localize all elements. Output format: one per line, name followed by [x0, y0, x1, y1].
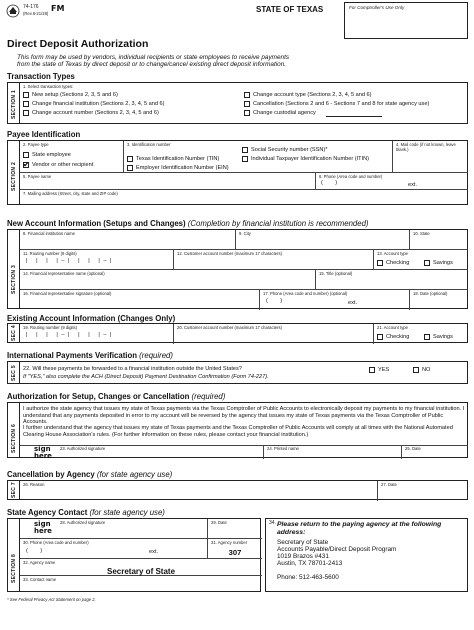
section-3-box: [7, 229, 468, 309]
mailing-address-label: 7. Mailing address (Street, city, state and ZIP code): [23, 191, 118, 196]
payee-name-label: 5. Payee name: [23, 174, 52, 179]
international-yes-checkbox[interactable]: [369, 367, 375, 373]
savings-label: Savings: [433, 260, 453, 266]
international-note-label: (required): [139, 351, 173, 360]
cancellation-note: (for state agency use): [96, 470, 173, 479]
cancel-date-label: 27. Date: [381, 482, 397, 487]
existing-savings-checkbox[interactable]: [424, 334, 430, 340]
customer-acct-field[interactable]: [177, 258, 371, 268]
change-fin-checkbox[interactable]: [23, 101, 29, 107]
rep-sig-field[interactable]: [23, 298, 257, 308]
change-acct-num-checkbox[interactable]: [23, 110, 29, 116]
privacy-footnote: * See Federal Privacy Act Statement on page 2.: [7, 597, 96, 602]
existing-checking-checkbox[interactable]: [377, 334, 383, 340]
auth-sig-label: 23. Authorized signature: [60, 446, 106, 451]
change-acct-type-checkbox[interactable]: [244, 92, 250, 98]
agency-contact-note: (for state agency use): [89, 508, 165, 517]
state-employee-label: State employee: [32, 152, 71, 158]
ein-label: Employer Identification Number (EIN): [136, 165, 229, 171]
cancellation-heading: [7, 470, 172, 479]
state-label: 10. State: [413, 231, 430, 236]
routing-label: 11. Routing number (9 digits): [23, 251, 77, 256]
new-account-heading: [7, 219, 369, 228]
customer-acct-label: 12. Customer account number (maximum 17 characters): [177, 251, 282, 256]
sign-here-6: sign here: [34, 445, 52, 460]
international-title: International Payments Verification: [7, 351, 137, 360]
agency-name-value[interactable]: Secretary of State: [106, 567, 176, 576]
printed-name-field[interactable]: [267, 451, 399, 458]
payee-type-label: 2. Payee type: [23, 142, 49, 147]
rep-name-label: 14. Financial representative name (optional): [23, 271, 105, 276]
cancellation-checkbox[interactable]: [244, 101, 250, 107]
agency-date-field[interactable]: [211, 526, 259, 537]
return-addr-3: 1019 Brazos #431: [277, 553, 329, 560]
international-heading: [7, 351, 173, 360]
state-of-texas: STATE OF TEXAS: [256, 5, 324, 14]
cancellation-label: Cancellation (Sections 2 and 6 - Sections 7 and 8 for state agency use): [253, 101, 430, 107]
section-7-label: SEC 7: [11, 482, 17, 498]
authorization-p1: I authorize the state agency that issues my state of Texas payments via the Texas Comptroller of Public Accounts to electronically deposit my payments to my financial institution. I understand that any payments deposited in error to my account will be reversed by the agency that issues my state of Texas payments via the Texas Comptroller of Public Accounts.: [23, 406, 465, 426]
return-addr-1: Secretary of State: [277, 539, 329, 546]
cancel-date-field[interactable]: [381, 489, 465, 499]
intro-line-1: This form may be used by vendors, individual recipients or state employees to receive payments: [17, 54, 290, 61]
agency-ext-label: ext.: [149, 549, 159, 555]
authorization-heading: [7, 392, 225, 401]
agency-number-label: 31. Agency number: [211, 540, 248, 545]
rep-ext-label: ext.: [348, 300, 358, 306]
checking-checkbox[interactable]: [377, 260, 383, 266]
sign-here-8: sign here: [34, 520, 52, 535]
change-fin-label: Change financial institution (Sections 2, 3, 4, 5 and 6): [32, 101, 165, 107]
mail-code-field[interactable]: [396, 155, 464, 169]
vendor-checkbox[interactable]: [23, 162, 29, 168]
section-1-label: SECTION 1: [11, 89, 17, 119]
section-4-label: SEC 4: [11, 325, 17, 341]
printed-name-label: 24. Printed name: [267, 446, 299, 451]
state-field[interactable]: [413, 238, 465, 248]
section-6-box: [7, 402, 468, 458]
itin-label: Individual Taxpayer Identification Number (ITIN): [251, 156, 370, 162]
mailing-address-field[interactable]: [23, 197, 463, 205]
change-acct-num-label: Change account number (Sections 2, 3, 4, 5 and 6): [32, 110, 159, 116]
return-addr-2: Accounts Payable/Direct Deposit Program: [277, 546, 397, 553]
tin-label: Texas Identification Number (TIN): [136, 156, 220, 162]
section-2-label: SECTION 2: [11, 161, 17, 191]
new-account-note: (Completion by financial institution is recommended): [187, 219, 369, 228]
return-phone: Phone: 512-463-5600: [277, 574, 339, 581]
agency-contact-heading: [7, 508, 165, 517]
international-yes-label: YES: [378, 367, 390, 373]
return-address-box: [265, 518, 468, 592]
state-employee-checkbox[interactable]: [23, 152, 29, 158]
section-4-box: [7, 323, 468, 343]
tin-checkbox[interactable]: [127, 156, 133, 162]
existing-checking-label: Checking: [386, 334, 410, 340]
agency-number-value[interactable]: 307: [228, 548, 242, 557]
city-label: 9. City: [239, 231, 251, 236]
agency-date-label: 29. Date: [211, 520, 227, 525]
comptroller-use-label: For Comptroller's Use Only: [349, 5, 405, 10]
agency-contact-title: State Agency Contact: [7, 508, 88, 517]
auth-date-field[interactable]: [405, 451, 465, 458]
international-no-label: NO: [422, 367, 431, 373]
rep-date-field[interactable]: [413, 298, 465, 308]
agency-name-label: 32. Agency name: [23, 560, 56, 565]
international-note: If "YES," also complete the ACH (Direct Deposit) Payment Destination Confirmation (Form 74-227).: [23, 374, 269, 380]
rep-title-label: 15. Title (optional): [319, 271, 353, 276]
intro-line-2: from the state of Texas by direct deposit or to change/cancel existing direct deposit information.: [17, 61, 287, 68]
change-custodial-label: Change custodial agency: [253, 110, 316, 116]
new-account-title: New Account Information (Setups and Changes): [7, 219, 186, 228]
auth-sig-field[interactable]: [60, 451, 260, 458]
section-7-box: [7, 480, 468, 500]
form-revision: (Rev.6-21/28): [23, 11, 49, 16]
existing-heading: Existing Account Information (Changes Only): [7, 314, 176, 323]
custodial-agency-field[interactable]: [326, 116, 382, 117]
payee-phone-field[interactable]: ( ): [321, 180, 338, 186]
contact-name-field[interactable]: [23, 583, 259, 591]
section-8-label: SECTION 8: [11, 553, 17, 583]
agency-phone-label: 30. Phone (Area code and number): [23, 540, 89, 545]
existing-routing-label: 19. Routing number (9 digits): [23, 325, 77, 330]
section-6-label: SECTION 6: [11, 423, 17, 453]
agency-phone-field[interactable]: ( ): [26, 548, 43, 554]
return-addr-4: Austin, TX 78701-2413: [277, 560, 343, 567]
reason-label: 26. Reason: [23, 482, 45, 487]
return-title: Please return to the paying agency at the following address:: [277, 521, 442, 536]
vendor-label: Vendor or other recipient: [32, 162, 94, 168]
existing-acct-field[interactable]: [177, 332, 371, 342]
rep-title-field[interactable]: [319, 278, 465, 288]
section-2-box: [7, 140, 468, 205]
form-number: 74-176: [23, 4, 39, 10]
rep-phone-field[interactable]: ( ): [266, 298, 283, 304]
contact-name-label: 33. Contact name: [23, 577, 57, 582]
existing-type-label: 21. Account type: [377, 325, 408, 330]
id-number-field[interactable]: [127, 149, 227, 155]
rep-name-field[interactable]: [23, 278, 313, 288]
section-5-box: [7, 361, 468, 384]
auth-date-label: 25. Date: [405, 446, 421, 451]
section-1-box: [7, 82, 468, 124]
section-5-label: SEC 5: [11, 365, 17, 381]
fin-name-field[interactable]: [23, 238, 233, 248]
authorization-note: (required): [191, 392, 226, 401]
section-3-label: SECTION 3: [11, 264, 17, 294]
payee-ext-label: ext.: [408, 182, 418, 188]
new-setup-checkbox[interactable]: [23, 92, 29, 98]
payee-phone-label: 6. Phone (Area code and number): [319, 174, 383, 179]
itin-checkbox[interactable]: [242, 156, 248, 162]
checking-label: Checking: [386, 260, 410, 266]
existing-routing-field[interactable]: | | | | – | | | | – |: [26, 332, 113, 338]
payee-heading: Payee Identification: [7, 130, 81, 139]
payee-name-field[interactable]: [23, 180, 313, 188]
page-title: Direct Deposit Authorization: [7, 38, 149, 50]
agency-sig-label: 28. Authorized signature: [60, 520, 106, 525]
mail-code-label: 4. Mail code (if not known, leave blank.): [396, 142, 456, 152]
id-number-label: 3. Identification number: [127, 142, 171, 147]
rep-sig-label: 16. Financial representative signature (optional): [23, 291, 112, 296]
ssn-checkbox[interactable]: [242, 147, 248, 153]
transaction-heading: Transaction Types: [7, 72, 75, 81]
city-field[interactable]: [239, 238, 407, 248]
print-form-icon[interactable]: FM: [51, 4, 65, 13]
fin-name-label: 8. Financial institution name: [23, 231, 75, 236]
rep-phone-label: 17. Phone (Area code and number) (optional): [263, 291, 348, 296]
rep-date-label: 18. Date (optional): [413, 291, 448, 296]
authorization-title: Authorization for Setup, Changes or Cancellation: [7, 392, 190, 401]
existing-acct-label: 20. Customer account number (maximum 17 characters): [177, 325, 282, 330]
international-no-checkbox[interactable]: [413, 367, 419, 373]
change-custodial-checkbox[interactable]: [244, 110, 250, 116]
agency-sig-field[interactable]: [60, 526, 204, 537]
ein-checkbox[interactable]: [127, 165, 133, 171]
existing-savings-label: Savings: [433, 334, 453, 340]
authorization-p2: I further understand that the agency that issues my state of Texas payments and the Texas Comptroller of Public Accounts will comply at all times with the National Automated Clearing House Association's rules. (For further information on these rules, please contact your financial institution.): [23, 425, 453, 438]
savings-checkbox[interactable]: [424, 260, 430, 266]
select-types-label: 1. Select transaction types:: [23, 84, 74, 89]
acct-type-label: 13. Account type: [377, 251, 408, 256]
change-acct-type-label: Change account type (Sections 2, 3, 4, 5 and 6): [253, 92, 372, 98]
international-question: 22. Will these payments be forwarded to a financial institution outside the United States?: [23, 366, 242, 372]
return-num: 34.: [269, 520, 276, 526]
section-8-box: [7, 518, 261, 592]
comptroller-logo-icon: [6, 4, 20, 18]
reason-field[interactable]: [23, 489, 375, 499]
new-setup-label: New setup (Sections 2, 3, 5 and 6): [32, 92, 118, 98]
routing-field[interactable]: | | | | – | | | | – |: [26, 258, 113, 264]
comptroller-use-box: [344, 2, 468, 39]
ssn-label: Social Security number (SSN)*: [251, 147, 328, 153]
cancellation-title: Cancellation by Agency: [7, 470, 95, 479]
